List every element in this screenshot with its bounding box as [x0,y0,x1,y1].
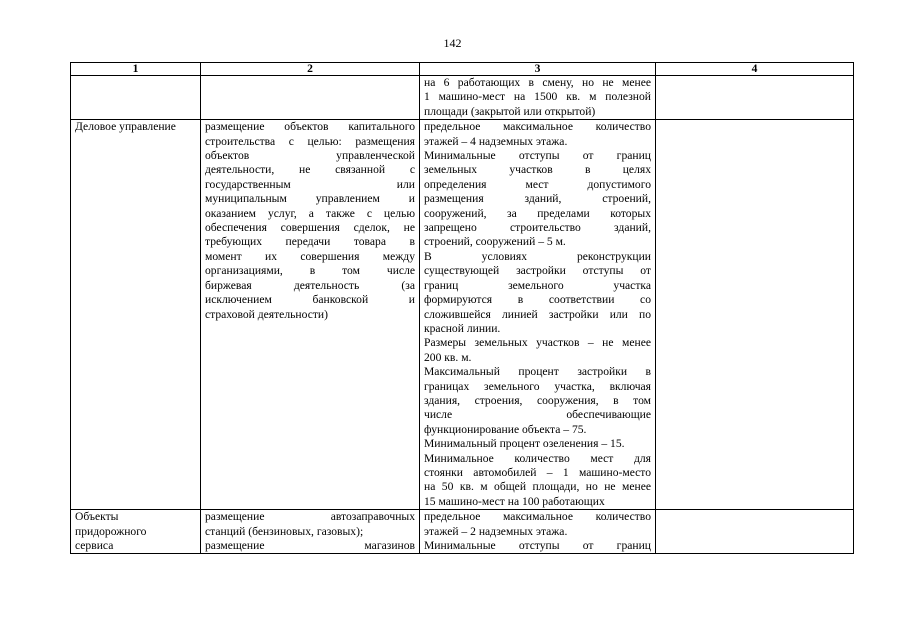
text-line: 200 кв. м. [424,350,472,364]
table-row [71,510,854,554]
text-line: существующей застройки отступы от [424,264,651,278]
table-cell [656,120,854,510]
table-cell [656,76,854,120]
column-header: 2 [201,63,420,76]
text-line: Минимальное количество мест для [424,451,651,465]
text-line: на 6 работающих в смену, но не менее [424,76,651,89]
text-line: границах земельного участка, включая [424,379,651,393]
table-cell [201,510,420,554]
text-line: 1 машино-мест на 1500 кв. м полезной [424,90,651,104]
text-line: муниципальным управлением и [205,192,415,206]
text-line: здания, строения, сооружения, в том [424,393,651,407]
text-line: Максимальный процент застройки в [424,365,651,379]
text-line: строений, сооружений – 5 м. [424,235,566,249]
text-line: предельное максимальное количество [424,120,651,134]
text-line: оказанием услуг, а также с целью [205,206,415,220]
text-line: строительства с целью: размещения [205,134,415,148]
table-header-row [71,63,854,76]
text-line: запрещено строительство зданий, [424,221,651,235]
text-line: размещения зданий, строений, [424,192,651,206]
text-line: определения мест допустимого [424,177,651,191]
text-line: числе обеспечивающие [424,408,651,422]
text-line: размещение магазинов [205,539,415,552]
text-line: биржевая деятельность (за [205,278,415,292]
text-line: момент их совершения между [205,249,415,263]
use-type-name: сервиса [75,539,114,552]
column-header: 3 [420,63,656,76]
text-line: на 50 кв. м общей площади, но не менее [424,480,651,494]
text-line: деятельности, не связанной с [205,163,415,177]
text-line: размещение автозаправочных [205,510,415,524]
text-line: сложившейся линией застройки или по [424,307,651,321]
table-row [71,120,854,510]
text-line: организациями, в том числе [205,264,415,278]
text-line: требующих передачи товара в [205,235,415,249]
text-line: предельное максимальное количество [424,510,651,524]
text-line: страховой деятельности) [205,307,328,321]
column-header: 1 [71,63,201,76]
text-line: сооружений, за пределами которых [424,206,651,220]
text-line: размещение объектов капитального [205,120,415,134]
table-cell [201,76,420,120]
text-line: станций (бензиновых, газовых); [205,524,364,538]
text-line: объектов управленческой [205,149,415,163]
text-line: Минимальные отступы от границ [424,539,651,552]
text-line: Минимальный процент озеленения – 15. [424,437,625,451]
use-type-name: Объекты [75,510,119,524]
text-line: формируются в соответствии со [424,293,651,307]
text-line: исключением банковской и [205,293,415,307]
text-line: функционирование объекта – 75. [424,422,587,436]
page-number: 142 [443,36,462,50]
text-line: Минимальные отступы от границ [424,149,651,163]
table-row [71,76,854,120]
table-cell [71,120,201,510]
text-line: земельных участков в целях [424,163,651,177]
text-line: границ земельного участка [424,278,651,292]
text-line: площади (закрытой или открытой) [424,104,596,118]
table-cell [71,510,201,554]
text-line: этажей – 4 надземных этажа. [424,134,568,148]
text-line: 15 машино-мест на 100 работающих [424,494,605,508]
text-line: красной линии. [424,321,501,335]
table-cell [201,120,420,510]
text-line: стоянки автомобилей – 1 машино-место [424,465,651,479]
table-cell [420,120,656,510]
column-header: 4 [656,63,854,76]
use-type-name: придорожного [75,524,147,538]
text-line: государственным или [205,177,415,191]
use-type-name: Деловое управление [75,120,176,134]
text-line: обеспечения совершения сделок, не [205,221,415,235]
text-line: В условиях реконструкции [424,249,651,263]
table-cell [420,76,656,120]
table-cell [656,510,854,554]
text-line: Размеры земельных участков – не менее [424,336,651,350]
text-line: этажей – 2 надземных этажа. [424,524,568,538]
table-cell [420,510,656,554]
regulations-table [70,62,854,554]
table-cell [71,76,201,120]
